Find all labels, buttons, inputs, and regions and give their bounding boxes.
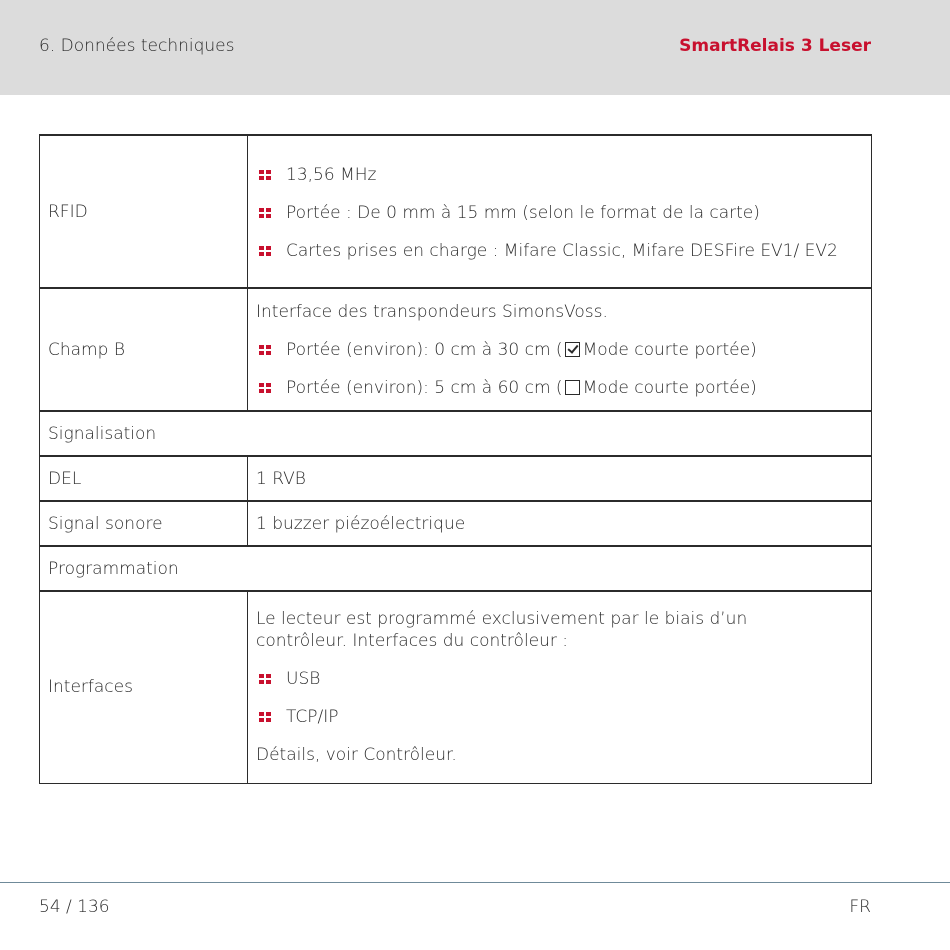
chapter-title: 6. Données techniques xyxy=(39,36,235,56)
champ-b-intro: Interface des transpondeurs SimonsVoss. xyxy=(256,301,608,322)
row-value: 1 RVB xyxy=(248,456,872,501)
bullet-icon xyxy=(259,674,272,685)
interfaces-intro: Le lecteur est programmé exclusivement par le biais d’un contrôleur. Interfaces du contrôleur : xyxy=(256,609,748,652)
list-item: Cartes prises en charge : Mifare Classic, Mifare DESFire EV1/ EV2 xyxy=(256,240,863,262)
bullet-icon xyxy=(259,208,272,219)
list-item: TCP/IP xyxy=(256,706,863,728)
bullet-icon xyxy=(259,383,272,394)
list-item: 13,56 MHz xyxy=(256,164,863,186)
row-label: Signal sonore xyxy=(40,501,248,546)
spec-table xyxy=(39,134,872,784)
bullet-icon xyxy=(259,712,272,723)
list-item: USB xyxy=(256,668,863,690)
bullet-icon xyxy=(259,170,272,181)
product-name: SmartRelais 3 Leser xyxy=(679,36,871,56)
row-label: RFID xyxy=(40,135,248,288)
table-row-signal xyxy=(40,501,872,546)
list-item: Portée (environ): 0 cm à 30 cm ( Mode courte portée) xyxy=(256,339,863,361)
bullet-icon xyxy=(259,246,272,257)
checkbox-checked-icon xyxy=(565,342,580,357)
row-value: 1 buzzer piézoélectrique xyxy=(248,501,872,546)
page-number: 54 / 136 xyxy=(39,897,110,917)
bullet-icon xyxy=(259,345,272,356)
list-item: Portée (environ): 5 cm à 60 cm ( Mode courte portée) xyxy=(256,377,863,399)
interfaces-outro: Détails, voir Contrôleur. xyxy=(256,745,457,766)
table-row-rfid xyxy=(40,135,872,288)
row-label: DEL xyxy=(40,456,248,501)
table-row-interfaces xyxy=(40,591,872,783)
footer-divider xyxy=(0,882,950,883)
row-label: Champ B xyxy=(40,288,248,411)
section-heading: Programmation xyxy=(40,546,872,591)
table-row-champ-b xyxy=(40,288,872,411)
table-row-programmation xyxy=(40,546,872,591)
row-value xyxy=(248,135,872,288)
row-label: Interfaces xyxy=(40,591,248,783)
table-row-del xyxy=(40,456,872,501)
list-item: Portée : De 0 mm à 15 mm (selon le format de la carte) xyxy=(256,202,863,224)
section-heading: Signalisation xyxy=(40,411,872,456)
page-header xyxy=(0,0,950,95)
table-row-signalisation xyxy=(40,411,872,456)
row-value xyxy=(248,591,872,783)
row-value xyxy=(248,288,872,411)
language-code: FR xyxy=(849,897,871,917)
checkbox-unchecked-icon xyxy=(565,380,580,395)
